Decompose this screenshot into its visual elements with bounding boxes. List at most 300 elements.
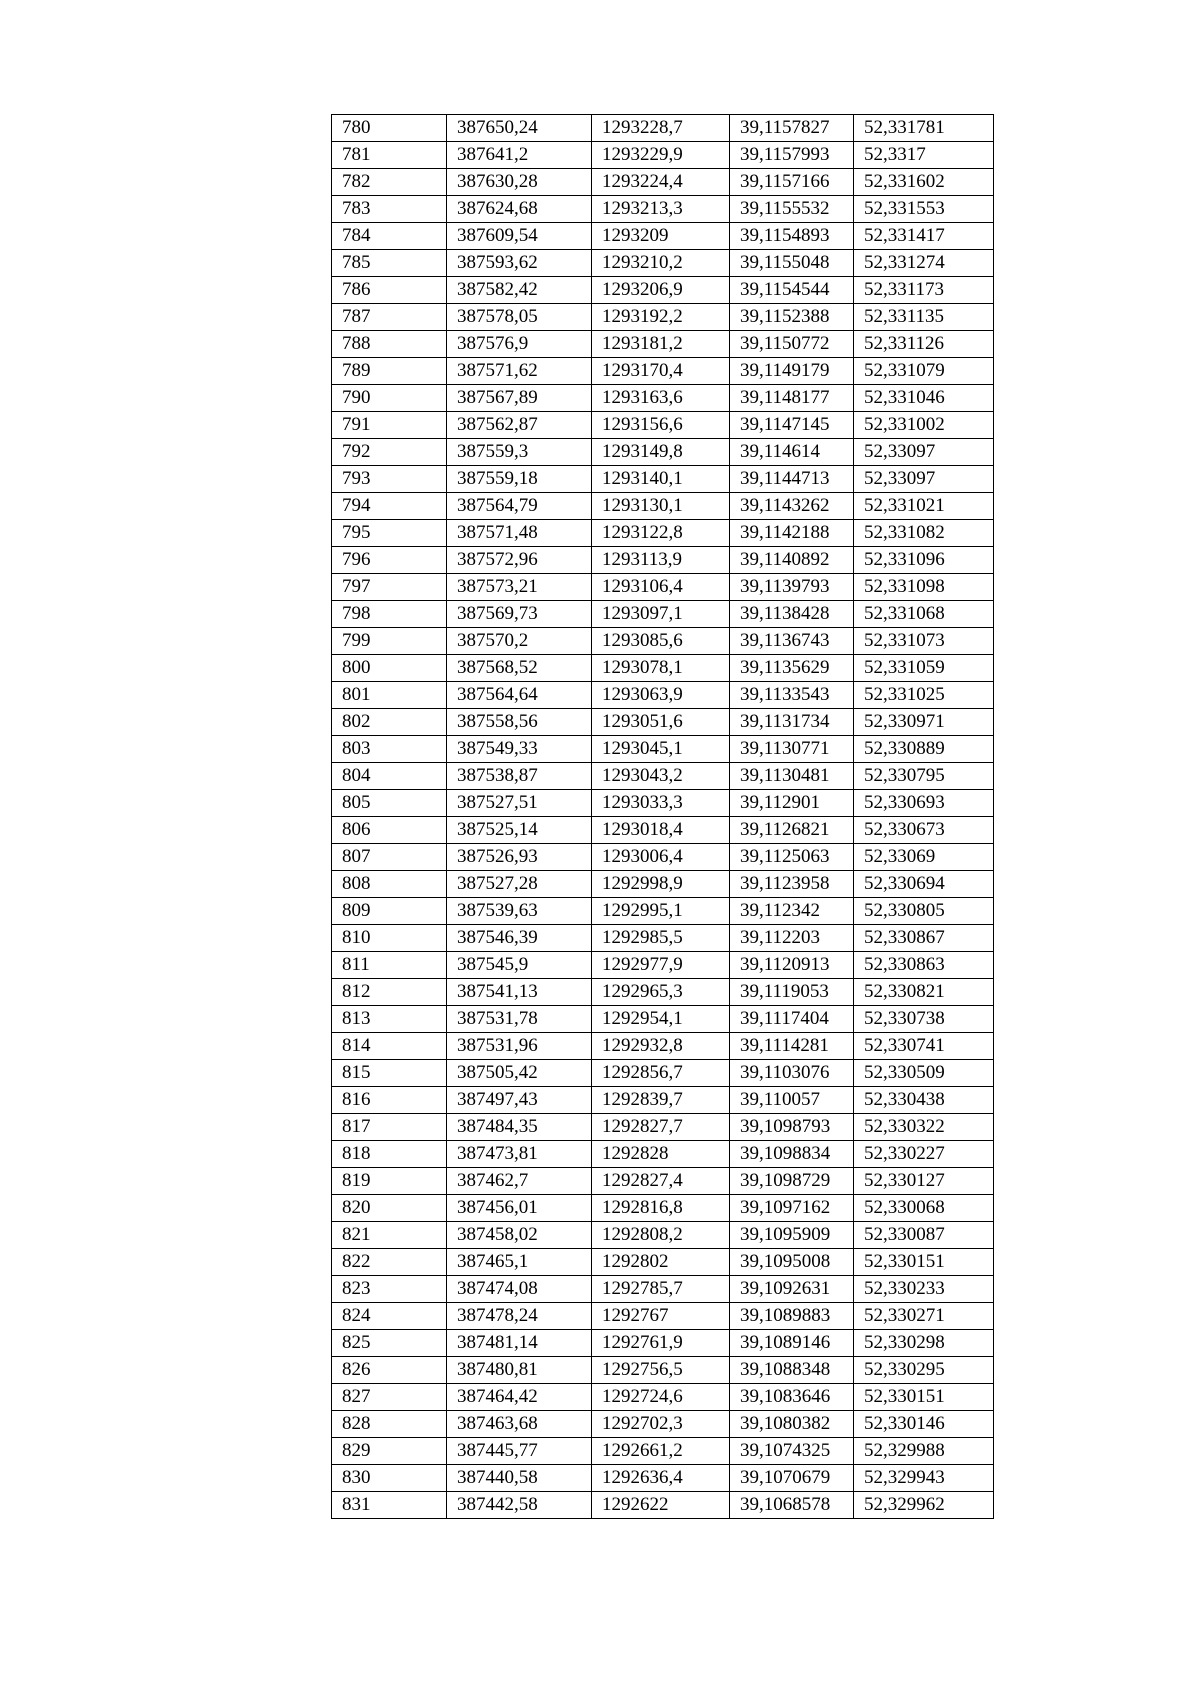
latitude-cell: 52,329988 <box>854 1438 994 1465</box>
x-coordinate-cell: 387549,33 <box>447 736 592 763</box>
point-number-cell: 804 <box>332 763 447 790</box>
latitude-cell: 52,331059 <box>854 655 994 682</box>
table-row <box>332 385 994 412</box>
longitude-cell: 39,1150772 <box>730 331 854 358</box>
latitude-cell: 52,331602 <box>854 169 994 196</box>
longitude-cell: 39,1138428 <box>730 601 854 628</box>
x-coordinate-cell: 387462,7 <box>447 1168 592 1195</box>
table-row <box>332 547 994 574</box>
longitude-cell: 39,1089883 <box>730 1303 854 1330</box>
longitude-cell: 39,1130771 <box>730 736 854 763</box>
table-row <box>332 331 994 358</box>
y-coordinate-cell: 1292985,5 <box>592 925 730 952</box>
table-row <box>332 1411 994 1438</box>
longitude-cell: 39,1126821 <box>730 817 854 844</box>
x-coordinate-cell: 387531,96 <box>447 1033 592 1060</box>
longitude-cell: 39,1157993 <box>730 142 854 169</box>
x-coordinate-cell: 387650,24 <box>447 115 592 142</box>
latitude-cell: 52,330298 <box>854 1330 994 1357</box>
y-coordinate-cell: 1293149,8 <box>592 439 730 466</box>
point-number-cell: 828 <box>332 1411 447 1438</box>
x-coordinate-cell: 387578,05 <box>447 304 592 331</box>
table-row <box>332 655 994 682</box>
y-coordinate-cell: 1292724,6 <box>592 1384 730 1411</box>
longitude-cell: 39,1120913 <box>730 952 854 979</box>
x-coordinate-cell: 387527,51 <box>447 790 592 817</box>
table-row <box>332 1438 994 1465</box>
table-row <box>332 1492 994 1519</box>
y-coordinate-cell: 1293033,3 <box>592 790 730 817</box>
latitude-cell: 52,331173 <box>854 277 994 304</box>
y-coordinate-cell: 1292932,8 <box>592 1033 730 1060</box>
table-row <box>332 736 994 763</box>
point-number-cell: 790 <box>332 385 447 412</box>
y-coordinate-cell: 1293156,6 <box>592 412 730 439</box>
y-coordinate-cell: 1293085,6 <box>592 628 730 655</box>
longitude-cell: 39,1119053 <box>730 979 854 1006</box>
table-row <box>332 1276 994 1303</box>
table-row <box>332 709 994 736</box>
y-coordinate-cell: 1293045,1 <box>592 736 730 763</box>
latitude-cell: 52,331126 <box>854 331 994 358</box>
point-number-cell: 825 <box>332 1330 447 1357</box>
point-number-cell: 803 <box>332 736 447 763</box>
x-coordinate-cell: 387481,14 <box>447 1330 592 1357</box>
y-coordinate-cell: 1293213,3 <box>592 196 730 223</box>
latitude-cell: 52,331274 <box>854 250 994 277</box>
latitude-cell: 52,330693 <box>854 790 994 817</box>
y-coordinate-cell: 1293130,1 <box>592 493 730 520</box>
longitude-cell: 39,1098834 <box>730 1141 854 1168</box>
point-number-cell: 814 <box>332 1033 447 1060</box>
latitude-cell: 52,331096 <box>854 547 994 574</box>
longitude-cell: 39,1135629 <box>730 655 854 682</box>
y-coordinate-cell: 1293063,9 <box>592 682 730 709</box>
latitude-cell: 52,330694 <box>854 871 994 898</box>
latitude-cell: 52,331068 <box>854 601 994 628</box>
y-coordinate-cell: 1293106,4 <box>592 574 730 601</box>
table-row <box>332 466 994 493</box>
table-row <box>332 412 994 439</box>
latitude-cell: 52,330738 <box>854 1006 994 1033</box>
table-row <box>332 1087 994 1114</box>
latitude-cell: 52,330821 <box>854 979 994 1006</box>
table-row <box>332 790 994 817</box>
x-coordinate-cell: 387478,24 <box>447 1303 592 1330</box>
longitude-cell: 39,1098793 <box>730 1114 854 1141</box>
latitude-cell: 52,33097 <box>854 466 994 493</box>
latitude-cell: 52,331002 <box>854 412 994 439</box>
point-number-cell: 801 <box>332 682 447 709</box>
table-row <box>332 142 994 169</box>
latitude-cell: 52,330863 <box>854 952 994 979</box>
y-coordinate-cell: 1292785,7 <box>592 1276 730 1303</box>
y-coordinate-cell: 1293043,2 <box>592 763 730 790</box>
point-number-cell: 795 <box>332 520 447 547</box>
latitude-cell: 52,330673 <box>854 817 994 844</box>
longitude-cell: 39,112342 <box>730 898 854 925</box>
x-coordinate-cell: 387505,42 <box>447 1060 592 1087</box>
longitude-cell: 39,1142188 <box>730 520 854 547</box>
x-coordinate-cell: 387571,62 <box>447 358 592 385</box>
longitude-cell: 39,1083646 <box>730 1384 854 1411</box>
table-row <box>332 493 994 520</box>
latitude-cell: 52,330068 <box>854 1195 994 1222</box>
x-coordinate-cell: 387473,81 <box>447 1141 592 1168</box>
x-coordinate-cell: 387474,08 <box>447 1276 592 1303</box>
latitude-cell: 52,330795 <box>854 763 994 790</box>
longitude-cell: 39,1143262 <box>730 493 854 520</box>
y-coordinate-cell: 1292761,9 <box>592 1330 730 1357</box>
longitude-cell: 39,1117404 <box>730 1006 854 1033</box>
x-coordinate-cell: 387568,52 <box>447 655 592 682</box>
table-row <box>332 763 994 790</box>
table-row <box>332 601 994 628</box>
latitude-cell: 52,329943 <box>854 1465 994 1492</box>
latitude-cell: 52,330146 <box>854 1411 994 1438</box>
x-coordinate-cell: 387442,58 <box>447 1492 592 1519</box>
longitude-cell: 39,1123958 <box>730 871 854 898</box>
x-coordinate-cell: 387526,93 <box>447 844 592 871</box>
x-coordinate-cell: 387630,28 <box>447 169 592 196</box>
table-row <box>332 1033 994 1060</box>
table-row <box>332 1141 994 1168</box>
x-coordinate-cell: 387571,48 <box>447 520 592 547</box>
latitude-cell: 52,329962 <box>854 1492 994 1519</box>
point-number-cell: 823 <box>332 1276 447 1303</box>
point-number-cell: 808 <box>332 871 447 898</box>
x-coordinate-cell: 387464,42 <box>447 1384 592 1411</box>
longitude-cell: 39,1147145 <box>730 412 854 439</box>
table-row <box>332 250 994 277</box>
y-coordinate-cell: 1293163,6 <box>592 385 730 412</box>
x-coordinate-cell: 387545,9 <box>447 952 592 979</box>
table-row <box>332 979 994 1006</box>
longitude-cell: 39,1098729 <box>730 1168 854 1195</box>
y-coordinate-cell: 1293229,9 <box>592 142 730 169</box>
x-coordinate-cell: 387582,42 <box>447 277 592 304</box>
table-row <box>332 817 994 844</box>
longitude-cell: 39,1152388 <box>730 304 854 331</box>
longitude-cell: 39,1080382 <box>730 1411 854 1438</box>
y-coordinate-cell: 1292756,5 <box>592 1357 730 1384</box>
latitude-cell: 52,330438 <box>854 1087 994 1114</box>
point-number-cell: 818 <box>332 1141 447 1168</box>
point-number-cell: 802 <box>332 709 447 736</box>
point-number-cell: 824 <box>332 1303 447 1330</box>
y-coordinate-cell: 1292816,8 <box>592 1195 730 1222</box>
point-number-cell: 817 <box>332 1114 447 1141</box>
point-number-cell: 821 <box>332 1222 447 1249</box>
x-coordinate-cell: 387558,56 <box>447 709 592 736</box>
longitude-cell: 39,1114281 <box>730 1033 854 1060</box>
y-coordinate-cell: 1293140,1 <box>592 466 730 493</box>
point-number-cell: 816 <box>332 1087 447 1114</box>
x-coordinate-cell: 387538,87 <box>447 763 592 790</box>
y-coordinate-cell: 1293181,2 <box>592 331 730 358</box>
longitude-cell: 39,1154544 <box>730 277 854 304</box>
table-row <box>332 277 994 304</box>
point-number-cell: 809 <box>332 898 447 925</box>
latitude-cell: 52,330151 <box>854 1384 994 1411</box>
point-number-cell: 800 <box>332 655 447 682</box>
y-coordinate-cell: 1292622 <box>592 1492 730 1519</box>
point-number-cell: 781 <box>332 142 447 169</box>
longitude-cell: 39,1157827 <box>730 115 854 142</box>
y-coordinate-cell: 1292998,9 <box>592 871 730 898</box>
longitude-cell: 39,1157166 <box>730 169 854 196</box>
table-row <box>332 1006 994 1033</box>
point-number-cell: 807 <box>332 844 447 871</box>
latitude-cell: 52,330271 <box>854 1303 994 1330</box>
point-number-cell: 785 <box>332 250 447 277</box>
table-row <box>332 520 994 547</box>
latitude-cell: 52,330867 <box>854 925 994 952</box>
point-number-cell: 788 <box>332 331 447 358</box>
y-coordinate-cell: 1293097,1 <box>592 601 730 628</box>
table-row <box>332 871 994 898</box>
table-row <box>332 1060 994 1087</box>
table-row <box>332 196 994 223</box>
longitude-cell: 39,1097162 <box>730 1195 854 1222</box>
table-row <box>332 223 994 250</box>
x-coordinate-cell: 387593,62 <box>447 250 592 277</box>
x-coordinate-cell: 387573,21 <box>447 574 592 601</box>
latitude-cell: 52,330805 <box>854 898 994 925</box>
y-coordinate-cell: 1292954,1 <box>592 1006 730 1033</box>
y-coordinate-cell: 1293210,2 <box>592 250 730 277</box>
x-coordinate-cell: 387562,87 <box>447 412 592 439</box>
longitude-cell: 39,114614 <box>730 439 854 466</box>
longitude-cell: 39,1139793 <box>730 574 854 601</box>
table-row <box>332 1222 994 1249</box>
longitude-cell: 39,1140892 <box>730 547 854 574</box>
point-number-cell: 812 <box>332 979 447 1006</box>
latitude-cell: 52,330233 <box>854 1276 994 1303</box>
x-coordinate-cell: 387440,58 <box>447 1465 592 1492</box>
latitude-cell: 52,330227 <box>854 1141 994 1168</box>
table-row <box>332 1303 994 1330</box>
x-coordinate-cell: 387527,28 <box>447 871 592 898</box>
longitude-cell: 39,1089146 <box>730 1330 854 1357</box>
point-number-cell: 813 <box>332 1006 447 1033</box>
y-coordinate-cell: 1293006,4 <box>592 844 730 871</box>
x-coordinate-cell: 387480,81 <box>447 1357 592 1384</box>
latitude-cell: 52,3317 <box>854 142 994 169</box>
longitude-cell: 39,1125063 <box>730 844 854 871</box>
table-row <box>332 358 994 385</box>
x-coordinate-cell: 387572,96 <box>447 547 592 574</box>
x-coordinate-cell: 387525,14 <box>447 817 592 844</box>
point-number-cell: 830 <box>332 1465 447 1492</box>
table-row <box>332 682 994 709</box>
point-number-cell: 797 <box>332 574 447 601</box>
table-row <box>332 1330 994 1357</box>
x-coordinate-cell: 387445,77 <box>447 1438 592 1465</box>
coordinates-table-body <box>332 115 994 1519</box>
x-coordinate-cell: 387624,68 <box>447 196 592 223</box>
point-number-cell: 791 <box>332 412 447 439</box>
point-number-cell: 827 <box>332 1384 447 1411</box>
table-row <box>332 844 994 871</box>
longitude-cell: 39,112901 <box>730 790 854 817</box>
point-number-cell: 792 <box>332 439 447 466</box>
point-number-cell: 810 <box>332 925 447 952</box>
x-coordinate-cell: 387569,73 <box>447 601 592 628</box>
longitude-cell: 39,1068578 <box>730 1492 854 1519</box>
x-coordinate-cell: 387564,64 <box>447 682 592 709</box>
point-number-cell: 806 <box>332 817 447 844</box>
latitude-cell: 52,330971 <box>854 709 994 736</box>
latitude-cell: 52,33097 <box>854 439 994 466</box>
longitude-cell: 39,1154893 <box>730 223 854 250</box>
point-number-cell: 820 <box>332 1195 447 1222</box>
table-row <box>332 1249 994 1276</box>
y-coordinate-cell: 1292828 <box>592 1141 730 1168</box>
point-number-cell: 780 <box>332 115 447 142</box>
point-number-cell: 819 <box>332 1168 447 1195</box>
table-row <box>332 1465 994 1492</box>
x-coordinate-cell: 387559,18 <box>447 466 592 493</box>
x-coordinate-cell: 387570,2 <box>447 628 592 655</box>
y-coordinate-cell: 1293228,7 <box>592 115 730 142</box>
y-coordinate-cell: 1293209 <box>592 223 730 250</box>
latitude-cell: 52,331073 <box>854 628 994 655</box>
table-row <box>332 1114 994 1141</box>
latitude-cell: 52,330509 <box>854 1060 994 1087</box>
x-coordinate-cell: 387641,2 <box>447 142 592 169</box>
y-coordinate-cell: 1293113,9 <box>592 547 730 574</box>
y-coordinate-cell: 1293224,4 <box>592 169 730 196</box>
table-row <box>332 115 994 142</box>
table-row <box>332 898 994 925</box>
longitude-cell: 39,1092631 <box>730 1276 854 1303</box>
point-number-cell: 789 <box>332 358 447 385</box>
longitude-cell: 39,1144713 <box>730 466 854 493</box>
x-coordinate-cell: 387458,02 <box>447 1222 592 1249</box>
y-coordinate-cell: 1293018,4 <box>592 817 730 844</box>
table-row <box>332 925 994 952</box>
longitude-cell: 39,110057 <box>730 1087 854 1114</box>
point-number-cell: 826 <box>332 1357 447 1384</box>
point-number-cell: 793 <box>332 466 447 493</box>
x-coordinate-cell: 387531,78 <box>447 1006 592 1033</box>
point-number-cell: 783 <box>332 196 447 223</box>
point-number-cell: 822 <box>332 1249 447 1276</box>
table-row <box>332 1195 994 1222</box>
table-row <box>332 574 994 601</box>
longitude-cell: 39,1148177 <box>730 385 854 412</box>
latitude-cell: 52,330151 <box>854 1249 994 1276</box>
point-number-cell: 794 <box>332 493 447 520</box>
y-coordinate-cell: 1292856,7 <box>592 1060 730 1087</box>
y-coordinate-cell: 1292802 <box>592 1249 730 1276</box>
y-coordinate-cell: 1292995,1 <box>592 898 730 925</box>
latitude-cell: 52,330889 <box>854 736 994 763</box>
point-number-cell: 798 <box>332 601 447 628</box>
point-number-cell: 799 <box>332 628 447 655</box>
x-coordinate-cell: 387559,3 <box>447 439 592 466</box>
table-row <box>332 169 994 196</box>
point-number-cell: 784 <box>332 223 447 250</box>
latitude-cell: 52,330741 <box>854 1033 994 1060</box>
point-number-cell: 829 <box>332 1438 447 1465</box>
x-coordinate-cell: 387576,9 <box>447 331 592 358</box>
y-coordinate-cell: 1292977,9 <box>592 952 730 979</box>
longitude-cell: 39,1088348 <box>730 1357 854 1384</box>
longitude-cell: 39,1130481 <box>730 763 854 790</box>
table-row <box>332 1357 994 1384</box>
y-coordinate-cell: 1292808,2 <box>592 1222 730 1249</box>
y-coordinate-cell: 1293170,4 <box>592 358 730 385</box>
point-number-cell: 796 <box>332 547 447 574</box>
latitude-cell: 52,331417 <box>854 223 994 250</box>
longitude-cell: 39,1149179 <box>730 358 854 385</box>
x-coordinate-cell: 387465,1 <box>447 1249 592 1276</box>
x-coordinate-cell: 387539,63 <box>447 898 592 925</box>
longitude-cell: 39,112203 <box>730 925 854 952</box>
y-coordinate-cell: 1292661,2 <box>592 1438 730 1465</box>
x-coordinate-cell: 387497,43 <box>447 1087 592 1114</box>
point-number-cell: 831 <box>332 1492 447 1519</box>
longitude-cell: 39,1131734 <box>730 709 854 736</box>
y-coordinate-cell: 1292839,7 <box>592 1087 730 1114</box>
latitude-cell: 52,331021 <box>854 493 994 520</box>
latitude-cell: 52,331025 <box>854 682 994 709</box>
table-row <box>332 439 994 466</box>
x-coordinate-cell: 387567,89 <box>447 385 592 412</box>
latitude-cell: 52,330087 <box>854 1222 994 1249</box>
point-number-cell: 782 <box>332 169 447 196</box>
latitude-cell: 52,331781 <box>854 115 994 142</box>
longitude-cell: 39,1103076 <box>730 1060 854 1087</box>
x-coordinate-cell: 387456,01 <box>447 1195 592 1222</box>
latitude-cell: 52,33069 <box>854 844 994 871</box>
y-coordinate-cell: 1293051,6 <box>592 709 730 736</box>
y-coordinate-cell: 1292636,4 <box>592 1465 730 1492</box>
latitude-cell: 52,330322 <box>854 1114 994 1141</box>
longitude-cell: 39,1074325 <box>730 1438 854 1465</box>
coordinates-table <box>331 114 994 1519</box>
table-row <box>332 952 994 979</box>
table-row <box>332 628 994 655</box>
x-coordinate-cell: 387546,39 <box>447 925 592 952</box>
longitude-cell: 39,1155532 <box>730 196 854 223</box>
y-coordinate-cell: 1292702,3 <box>592 1411 730 1438</box>
table-row <box>332 1384 994 1411</box>
point-number-cell: 815 <box>332 1060 447 1087</box>
latitude-cell: 52,331135 <box>854 304 994 331</box>
latitude-cell: 52,331553 <box>854 196 994 223</box>
y-coordinate-cell: 1293078,1 <box>592 655 730 682</box>
x-coordinate-cell: 387541,13 <box>447 979 592 1006</box>
latitude-cell: 52,331079 <box>854 358 994 385</box>
y-coordinate-cell: 1292767 <box>592 1303 730 1330</box>
latitude-cell: 52,331082 <box>854 520 994 547</box>
longitude-cell: 39,1095909 <box>730 1222 854 1249</box>
y-coordinate-cell: 1293122,8 <box>592 520 730 547</box>
table-row <box>332 304 994 331</box>
y-coordinate-cell: 1292827,7 <box>592 1114 730 1141</box>
y-coordinate-cell: 1292965,3 <box>592 979 730 1006</box>
latitude-cell: 52,330127 <box>854 1168 994 1195</box>
x-coordinate-cell: 387564,79 <box>447 493 592 520</box>
x-coordinate-cell: 387609,54 <box>447 223 592 250</box>
latitude-cell: 52,330295 <box>854 1357 994 1384</box>
y-coordinate-cell: 1293206,9 <box>592 277 730 304</box>
latitude-cell: 52,331098 <box>854 574 994 601</box>
longitude-cell: 39,1133543 <box>730 682 854 709</box>
